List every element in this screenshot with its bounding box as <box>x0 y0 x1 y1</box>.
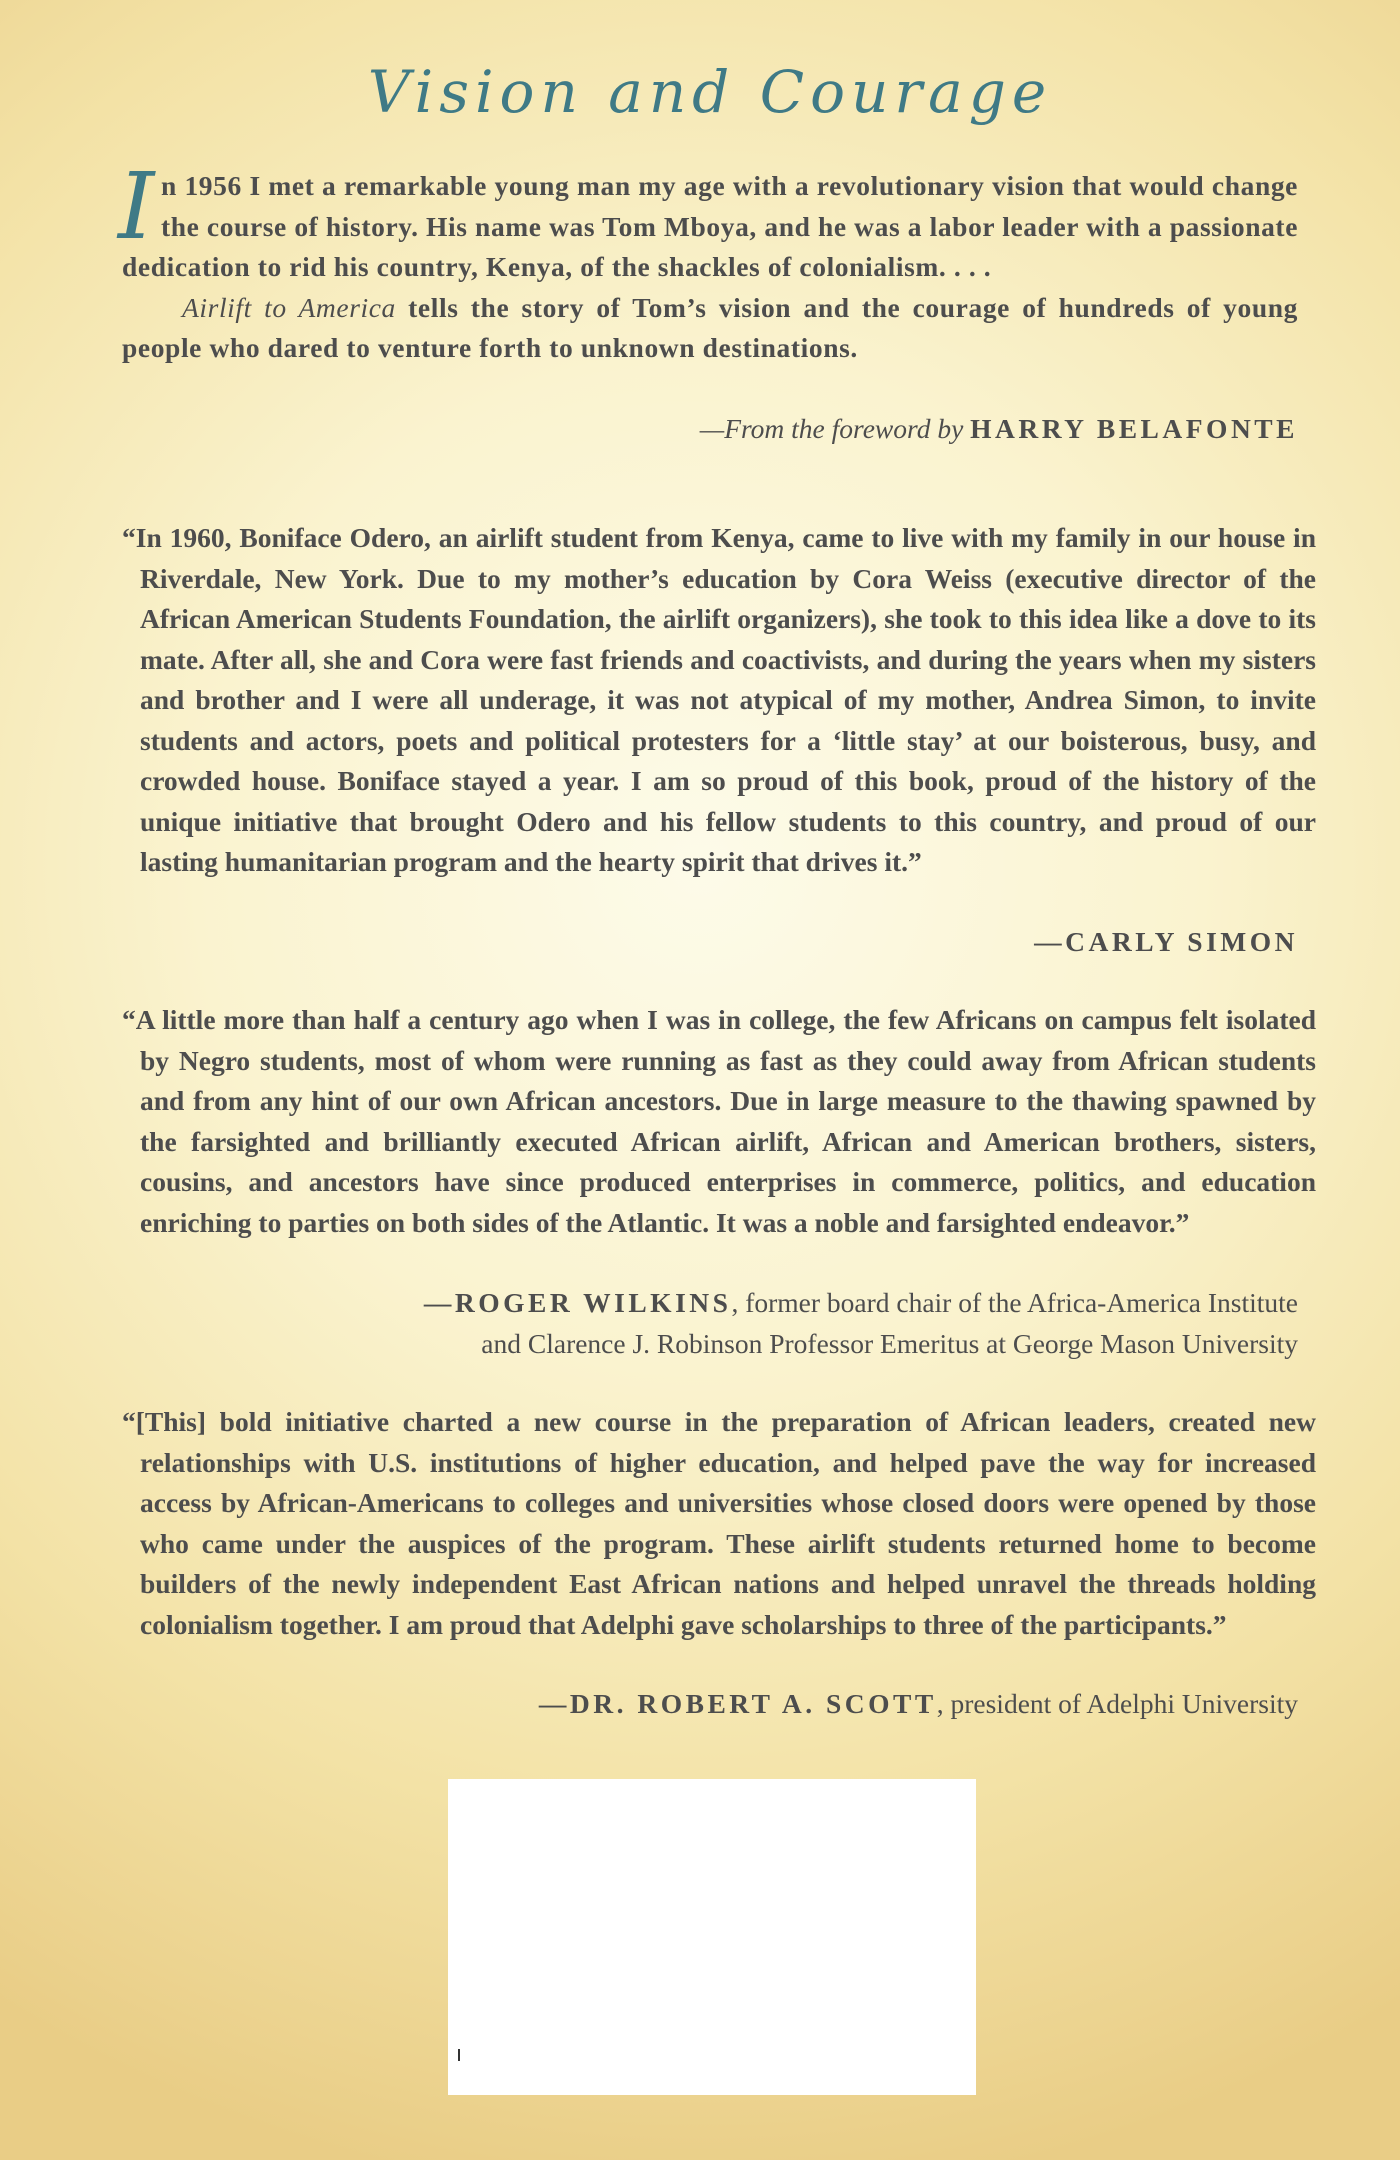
blurb-attribution-3 <box>122 1684 1298 1725</box>
blurb-attribution-3-name: —DR. ROBERT A. SCOTT <box>538 1688 937 1719</box>
blurb-attribution-2-affiliation: , former board chair of the Africa-America Institute <box>731 1287 1298 1318</box>
blurb-quote-3-text: “[This] bold initiative charted a new course in the preparation of African leaders, created new relationships with U.S. institutions of higher education, and helped pave the way for increased access by African-Americans to colleges and universities whose closed doors were opened by those who came under the auspices of the program. These airlift students returned home to become builders of the newly independent East African nations and helped unravel the threads holding colonialism together. I am proud that Adelphi gave scholarships to three of the participants.” <box>122 1406 1316 1640</box>
blurb-quote-1 <box>122 518 1316 883</box>
foreword-paragraph-2 <box>122 288 1298 369</box>
blurb-quote-2-text: “A little more than half a century ago when I was in college, the few Africans on campus felt isolated by Negro students, most of whom were running as fast as they could away from African students and from any hint of our own African ancestors. Due in large measure to the thawing spawned by the farsighted and brilliantly executed African airlift, African and American brothers, sisters, cousins, and ancestors have since produced enterprises in commerce, politics, and education enriching to parties on both sides of the Atlantic. It was a noble and farsighted endeavor.” <box>122 1004 1316 1238</box>
blurb-attribution-2-name: —ROGER WILKINS <box>423 1287 732 1318</box>
blurb-attribution-2 <box>122 1283 1298 1364</box>
foreword-attribution-name: HARRY BELAFONTE <box>970 413 1298 444</box>
drop-cap-letter: I <box>118 153 155 260</box>
foreword-paragraph-2-rest: tells the story of Tom’s vision and the courage of hundreds of young people who dared to venture forth to unknown destinations. <box>122 291 1298 363</box>
blurb-attribution-3-affiliation: , president of Adelphi University <box>936 1688 1298 1719</box>
barcode-area <box>448 1779 976 2095</box>
foreword-attribution <box>122 409 1298 450</box>
foreword-paragraph-1: n 1956 I met a remarkable young man my age with a revolutionary vision that would change the course of history. His name was Tom Mboya, and he was a labor leader with a passionate dedication to rid his country, Kenya, of the shackles of colonialism. . . . <box>122 170 1298 282</box>
blurb-quote-1-text: “In 1960, Boniface Odero, an airlift student from Kenya, came to live with my family in our house in Riverdale, New York. Due to my mother’s education by Cora Weiss (executive director of the African American Students Foundation, the airlift organizers), she took to this idea like a dove to its mate. After all, she and Cora were fast friends and coactivists, and during the years when my sisters and brother and I were all underage, it was not atypical of my mother, Andrea Simon, to invite students and actors, poets and political protesters for a ‘little stay’ at our boisterous, busy, and crowded house. Boniface stayed a year. I am so proud of this book, proud of the history of the unique initiative that brought Odero and his fellow students to this country, and proud of our lasting humanitarian program and the hearty spirit that drives it.” <box>122 522 1316 877</box>
blurb-quote-2 <box>122 1000 1316 1243</box>
foreword-attribution-prefix: —From the foreword by <box>699 413 964 444</box>
blurb-attribution-1-name: —CARLY SIMON <box>1034 926 1298 957</box>
barcode-mark <box>458 2049 460 2061</box>
blurb-attribution-2-affiliation-line2: and Clarence J. Robinson Professor Emeritus at George Mason University <box>481 1327 1298 1359</box>
book-title-italic: Airlift to America <box>182 291 396 323</box>
foreword-excerpt <box>118 153 1298 369</box>
blurb-quote-3 <box>122 1402 1316 1645</box>
cover-title: Vision and Courage <box>367 58 1053 126</box>
blurb-attribution-1 <box>122 922 1298 963</box>
